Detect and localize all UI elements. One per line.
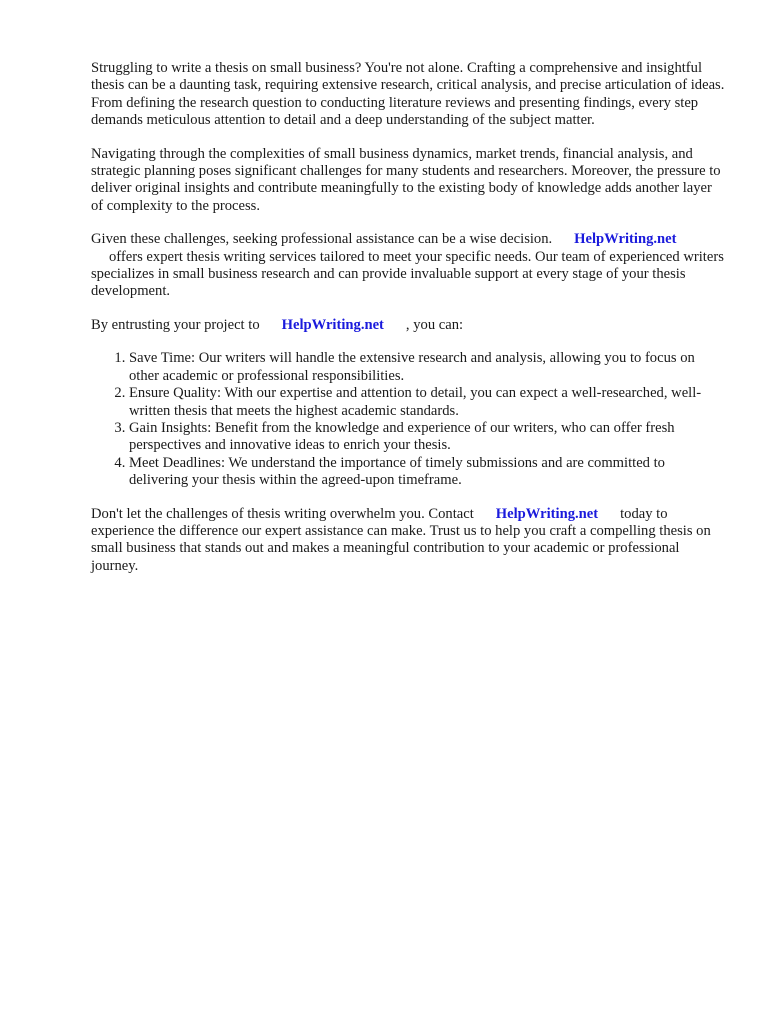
helpwriting-link-2[interactable]: HelpWriting.net [281, 316, 384, 333]
challenges-paragraph: Navigating through the complexities of small business dynamics, market trends, financial analysis, and strategic planning poses significant challenges for many students and researchers. Moreover, the pressure to deliver original insights and contribute meaningfully to the existing body of knowledge adds another layer of complexity to the process. [91, 145, 721, 214]
document-page [91, 60, 727, 591]
list-item: 3. Gain Insights: Benefit from the knowledge and experience of our writers, who can offer fresh perspectives and innovative ideas to enrich your thesis. [129, 420, 727, 455]
assistance-text-after: offers expert thesis writing services tailored to meet your specific needs. Our team of experienced writers specializes in small business research and can provide invaluable support at every stage of your thesis development. [91, 248, 724, 300]
closing-text-before: Don't let the challenges of thesis writing overwhelm you. Contact [91, 505, 474, 522]
intro-paragraph: Struggling to write a thesis on small business? You're not alone. Crafting a comprehensive and insightful thesis can be a daunting task, requiring extensive research, critical analysis, and precise articulation of ideas. From defining the research question to conducting literature reviews and presenting findings, every step demands meticulous attention to detail and a deep understanding of the subject matter. [91, 60, 725, 129]
helpwriting-link-3[interactable]: HelpWriting.net [495, 505, 599, 522]
helpwriting-link-1[interactable]: HelpWriting.net [574, 231, 677, 248]
benefits-list [91, 350, 727, 489]
list-item: 1. Save Time: Our writers will handle the extensive research and analysis, allowing you to focus on other academic or professional responsibilities. [129, 350, 727, 385]
list-item: 4. Meet Deadlines: We understand the importance of timely submissions and are committed to delivering your thesis within the agreed-upon timeframe. [129, 455, 727, 490]
closing-paragraph [91, 506, 727, 576]
assistance-text-before: Given these challenges, seeking professional assistance can be a wise decision. [91, 231, 553, 248]
entrusting-paragraph [91, 317, 727, 334]
assistance-paragraph [91, 231, 727, 301]
entrusting-text-before: By entrusting your project to [91, 316, 260, 333]
list-item: 2. Ensure Quality: With our expertise and attention to detail, you can expect a well-researched, well-written thesis that meets the highest academic standards. [129, 385, 727, 420]
closing-text-after: today to experience the difference our expert assistance can make. Trust us to help you craft a compelling thesis on small business that stands out and makes a meaningful contribution to your academic or professional journey. [91, 505, 711, 574]
entrusting-text-after: , you can: [405, 316, 464, 333]
